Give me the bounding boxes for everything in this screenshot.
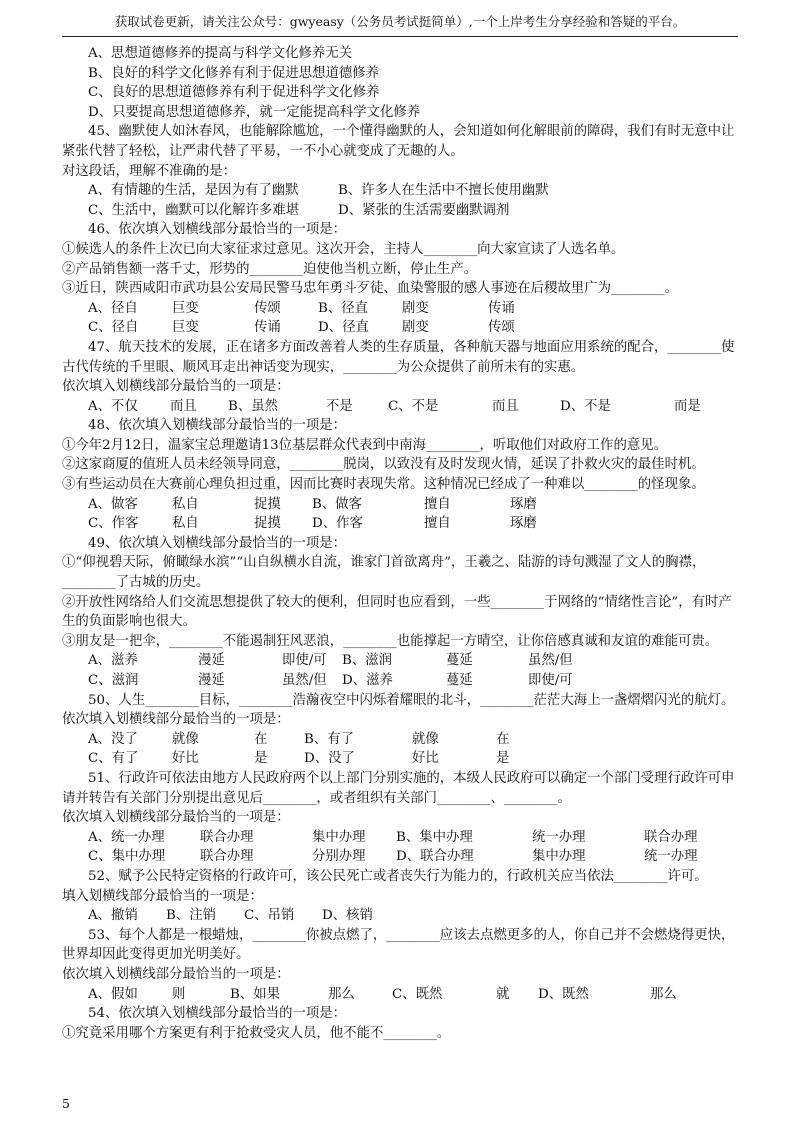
q49-stem: 49、依次填入划横线部分最恰当的一项是： xyxy=(88,535,347,551)
q51-opt-a-1: A、统一办理 xyxy=(88,829,165,845)
header-divider xyxy=(62,36,738,37)
q48-opt-c-2: 私自 xyxy=(172,516,199,532)
q51-opt-c-1: C、集中办理 xyxy=(88,849,166,865)
q49-options-row1 xyxy=(62,651,740,671)
q51-opt-a-2: 联合办理 xyxy=(200,829,254,845)
q46-item-1: ①候选人的条件上次已向大家征求过意见。这次开会，主持人________向大家宣读了人选名单。 xyxy=(62,241,625,257)
q53-opt-b-1: B、如果 xyxy=(230,986,281,1002)
q53-opt-a-1: A、假如 xyxy=(88,986,138,1002)
q53-opt-b-2: 那么 xyxy=(328,986,355,1002)
q47-opt-a-1: A、不仅 xyxy=(88,398,138,414)
q53-opt-a-2: 则 xyxy=(172,986,186,1002)
q47-opt-c-2: 而且 xyxy=(492,398,519,414)
page-header: 获取试卷更新，请关注公众号：gwyeasy（公务员考试挺简单）,一个上岸考生分享经验和答疑的平台。 xyxy=(114,14,686,29)
q47-opt-d-2: 而是 xyxy=(674,398,701,414)
q45-options-row1 xyxy=(62,181,740,201)
q53-opt-c-1: C、既然 xyxy=(392,986,443,1002)
q50-opt-d-2: 好比 xyxy=(412,751,439,767)
q47-opt-c-1: C、不是 xyxy=(388,398,439,414)
q53-ask: 依次填入划横线部分最恰当的一项是： xyxy=(62,966,290,982)
q48-item-1: ①今年2月12日，温家宝总理邀请13位基层群众代表到中南海________，听取他们对政府工作的意见。 xyxy=(62,437,668,453)
q44-option-b: B、良好的科学文化修养有利于促进思想道德修养 xyxy=(88,65,380,81)
q50-options-row2 xyxy=(62,749,740,769)
q49-opt-d-3: 即使/可 xyxy=(528,673,573,688)
q49-opt-a-3: 即使/可 xyxy=(282,653,327,669)
q52-ask: 填入划横线部分最恰当的一项是： xyxy=(62,888,263,904)
q46-item-3: ③近日，陕西咸阳市武功县公安局民警马忠年勇斗歹徒、血染警服的感人事迹在后稷故里广为________。 xyxy=(62,281,678,297)
q51-opt-d-1: D、联合办理 xyxy=(396,849,474,865)
q48-opt-c-1: C、作客 xyxy=(88,516,139,532)
q46-options-row1 xyxy=(62,299,740,319)
exam-content xyxy=(62,44,740,1043)
q50-opt-b-3: 在 xyxy=(496,731,510,747)
q46-opt-d-1: D、径直 xyxy=(318,320,369,336)
q49-opt-c-2: 漫延 xyxy=(198,673,225,688)
q47-opt-d-1: D、不是 xyxy=(560,398,611,414)
q52-opt-b: B、注销 xyxy=(166,908,217,924)
q51-opt-a-3: 集中办理 xyxy=(312,829,366,845)
q46-opt-c-2: 巨变 xyxy=(172,320,199,336)
q49-opt-b-2: 蔓延 xyxy=(446,653,473,669)
q46-opt-d-3: 传颂 xyxy=(488,320,515,336)
q46-options-row2 xyxy=(62,318,740,338)
q49-opt-c-3: 虽然/但 xyxy=(282,673,327,688)
q48-opt-d-2: 擅自 xyxy=(424,516,451,532)
q46-opt-b-2: 剧变 xyxy=(402,300,429,316)
q46-opt-c-1: C、径自 xyxy=(88,320,139,336)
q48-options-row2 xyxy=(62,514,740,534)
q47-opt-b-2: 不是 xyxy=(326,398,353,414)
q48-opt-a-3: 捉摸 xyxy=(254,496,281,512)
q52-opt-a: A、撤销 xyxy=(88,908,138,924)
q46-stem: 46、依次填入划横线部分最恰当的一项是： xyxy=(88,222,347,238)
q53-options-row1 xyxy=(62,985,740,1005)
q49-opt-d-2: 蔓延 xyxy=(446,673,473,688)
q47-options-row1 xyxy=(62,397,740,417)
q46-opt-a-3: 传颂 xyxy=(254,300,281,316)
q50-opt-d-3: 是 xyxy=(496,751,510,767)
q48-stem: 48、依次填入划横线部分最恰当的一项是： xyxy=(88,418,347,434)
q48-item-3: ③有些运动员在大赛前心理负担过重，因而比赛时表现失常。这种情况已经成了一种难以________的怪现象。 xyxy=(62,477,705,493)
q51-opt-d-3: 统一办理 xyxy=(644,849,698,865)
q48-opt-c-3: 捉摸 xyxy=(254,516,281,532)
q46-opt-b-3: 传诵 xyxy=(488,300,515,316)
q53-opt-d-2: 那么 xyxy=(650,986,677,1002)
q51-opt-c-2: 联合办理 xyxy=(200,849,254,865)
q44-option-d: D、只要提高思想道德修养，就一定能提高科学文化修养 xyxy=(88,104,421,120)
q49-opt-a-1: A、滋养 xyxy=(88,653,138,669)
q46-opt-a-1: A、径自 xyxy=(88,300,138,316)
q51-opt-b-1: B、集中办理 xyxy=(396,829,473,845)
q51-ask: 依次填入划横线部分最恰当的一项是： xyxy=(62,810,290,826)
q45-option-b: B、许多人在生活中不擅长使用幽默 xyxy=(338,183,549,199)
q50-opt-a-1: A、没了 xyxy=(88,731,138,747)
q50-opt-a-3: 在 xyxy=(254,731,268,747)
q45-option-d: D、紧张的生活需要幽默调剂 xyxy=(338,202,510,218)
page-number: 5 xyxy=(62,1096,70,1111)
q45-option-a: A、有情趣的生活，是因为有了幽默 xyxy=(88,183,299,199)
q48-opt-b-1: B、做客 xyxy=(312,496,363,512)
q50-opt-c-1: C、有了 xyxy=(88,751,139,767)
q49-options-row2 xyxy=(62,671,740,691)
q54-item-1: ①究竟采用哪个方案更有利于抢救受灾人员，他不能不________。 xyxy=(62,1025,451,1041)
q49-opt-b-1: B、滋润 xyxy=(342,653,393,669)
q51-stem: 51、行政许可依法由地方人民政府两个以上部门分别实施的，本级人民政府可以确定一个部门受理行政许可申请并转告有关部门分别提出意见后________，或者组织有关部门________、________。 xyxy=(62,770,735,806)
q47-ask: 依次填入划横线部分最恰当的一项是： xyxy=(62,379,290,395)
q48-item-2: ②这家商厦的值班人员未经领导同意，________脱岗，以致没有及时发现火情，延误了扑救火灾的最佳时机。 xyxy=(62,457,705,473)
q46-opt-c-3: 传诵 xyxy=(254,320,281,336)
q48-options-row1 xyxy=(62,495,740,515)
q48-opt-b-3: 琢磨 xyxy=(510,496,537,512)
q51-opt-b-3: 联合办理 xyxy=(644,829,698,845)
q48-opt-b-2: 擅自 xyxy=(424,496,451,512)
q48-opt-d-1: D、作客 xyxy=(312,516,363,532)
q47-opt-b-1: B、虽然 xyxy=(228,398,279,414)
q53-opt-d-1: D、既然 xyxy=(538,986,589,1002)
q47-opt-a-2: 而且 xyxy=(170,398,197,414)
q51-options-row1 xyxy=(62,828,740,848)
q49-opt-b-3: 虽然/但 xyxy=(528,653,573,669)
q45-option-c: C、生活中，幽默可以化解许多难堪 xyxy=(88,202,300,218)
q48-opt-a-1: A、做客 xyxy=(88,496,138,512)
q51-opt-d-2: 集中办理 xyxy=(532,849,586,865)
q53-opt-c-2: 就 xyxy=(496,986,510,1002)
q46-opt-b-1: B、径直 xyxy=(318,300,369,316)
q47-stem: 47、航天技术的发展，正在诸多方面改善着人类的生存质量，各种航天器与地面应用系统的配合，________使古代传统的千里眼、顺风耳走出神话变为现实，________为公众提供了前所未有的实惠。 xyxy=(62,339,735,375)
q50-opt-b-2: 就像 xyxy=(412,731,439,747)
q50-ask: 依次填入划横线部分最恰当的一项是： xyxy=(62,712,290,728)
q54-stem: 54、依次填入划横线部分最恰当的一项是： xyxy=(88,1006,347,1022)
q51-opt-b-2: 统一办理 xyxy=(532,829,586,845)
q49-opt-a-2: 漫延 xyxy=(198,653,225,669)
q45-stem: 45、幽默使人如沐春风，也能解除尴尬，一个懂得幽默的人，会知道如何化解眼前的障碍，我们有时无意中让紧张代替了轻松，让严肃代替了平易，一不小心就变成了无趣的人。 xyxy=(62,124,735,159)
q50-opt-a-2: 就像 xyxy=(172,731,199,747)
q51-options-row2 xyxy=(62,847,740,867)
q46-item-2: ②产品销售额一落千丈，形势的________迫使他当机立断，停止生产。 xyxy=(62,261,478,277)
q50-stem: 50、人生________目标，________浩瀚夜空中闪烁着耀眼的北斗，________茫茫大海上一盏熠熠闪光的航灯。 xyxy=(88,692,735,708)
q52-opt-d: D、核销 xyxy=(322,908,373,924)
q49-opt-d-1: D、滋养 xyxy=(342,673,393,688)
q49-item-2: ②开放性网络给人们交流思想提供了较大的便利，但同时也应看到，一些________于网络的“情绪性言论”，有时产生的负面影响也很大。 xyxy=(62,594,732,630)
q50-options-row1 xyxy=(62,730,740,750)
q50-opt-c-2: 好比 xyxy=(172,751,199,767)
q49-item-3: ③朋友是一把伞，________不能遏制狂风恶浪，________也能撑起一方晴空，让你倍感真诚和友谊的难能可贵。 xyxy=(62,633,719,649)
q51-opt-c-3: 分别办理 xyxy=(312,849,366,865)
q46-opt-a-2: 巨变 xyxy=(172,300,199,316)
q48-opt-d-3: 琢磨 xyxy=(510,516,537,532)
q44-option-a: A、思想道德修养的提高与科学文化修养无关 xyxy=(88,46,353,61)
q49-item-1: ①“仰视碧天际，俯瞰绿水滨”“山自纵横水自流，谁家门首欲离舟”，王羲之、陆游的诗句溅湿了文人的胸襟，________了古城的历史。 xyxy=(62,555,706,591)
q52-stem: 52、赋予公民特定资格的行政许可，该公民死亡或者丧失行为能力的，行政机关应当依法________许可。 xyxy=(88,868,708,884)
q50-opt-b-1: B、有了 xyxy=(304,731,355,747)
q45-ask: 对这段话，理解不准确的是： xyxy=(62,163,237,179)
q49-opt-c-1: C、滋润 xyxy=(88,673,139,688)
q46-opt-d-2: 剧变 xyxy=(402,320,429,336)
q50-opt-c-3: 是 xyxy=(254,751,268,767)
q48-opt-a-2: 私自 xyxy=(172,496,199,512)
q45-options-row2 xyxy=(62,201,740,221)
q44-option-c: C、良好的思想道德修养有利于促进科学文化修养 xyxy=(88,85,380,101)
q53-stem: 53、每个人都是一根蜡烛，________你被点燃了，________应该去点燃更多的人，你自己并不会燃烧得更快，世界却因此变得更加光明美好。 xyxy=(62,927,735,963)
q52-options-row1 xyxy=(62,906,740,926)
q52-opt-c: C、吊销 xyxy=(244,908,295,924)
q50-opt-d-1: D、没了 xyxy=(304,751,355,767)
